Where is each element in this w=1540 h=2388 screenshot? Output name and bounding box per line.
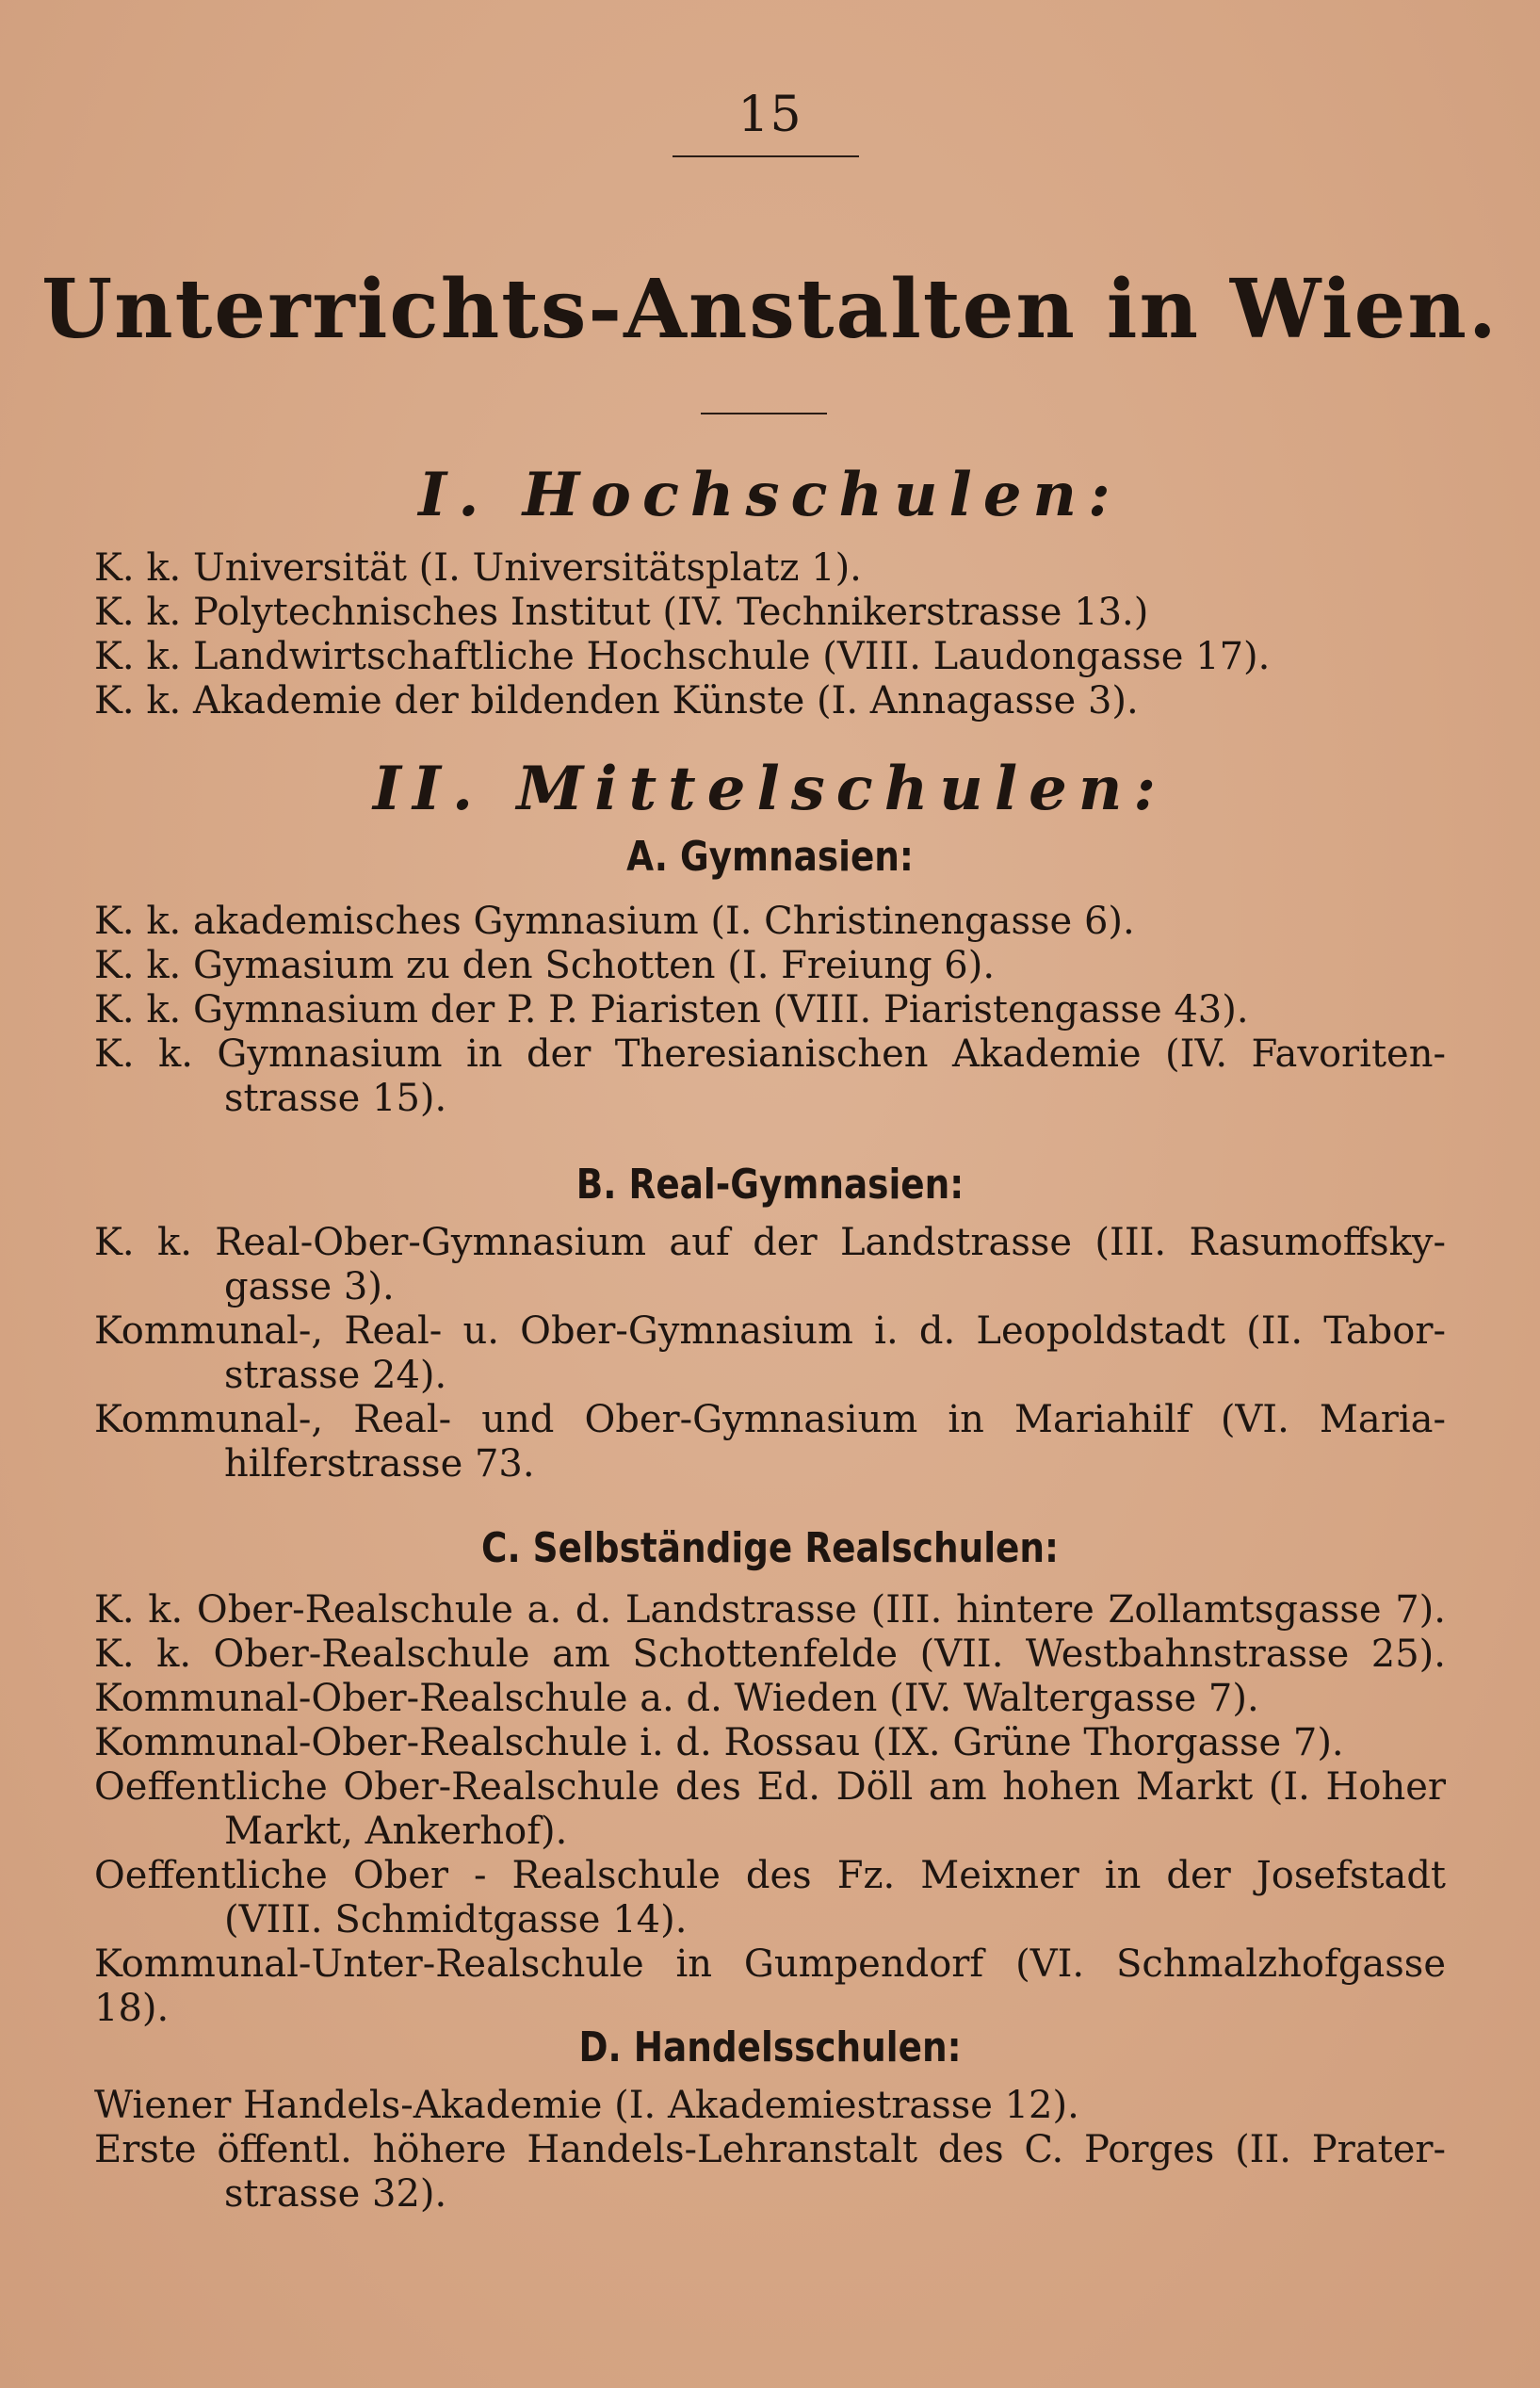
list-item: Kommunal-Unter-Realschule in Gumpendorf (VI. Schmalzhofgasse 18). xyxy=(94,1942,1446,2030)
list-item: K. k. Gymasium zu den Schotten (I. Freiung 6). xyxy=(94,944,996,987)
title-rule xyxy=(701,413,827,414)
list-item: K. k. Gymnasium in der Theresianischen Akademie (IV. Favoriten- strasse 15). xyxy=(94,1032,1446,1120)
section-heading-mittelschulen: II. Mittelschulen: xyxy=(373,754,1167,824)
list-item: K. k. Ober-Realschule a. d. Landstrasse (III. hintere Zollamtsgasse 7). xyxy=(94,1588,1446,1632)
list-item: Kommunal-Ober-Realschule a. d. Wieden (IV. Waltergasse 7). xyxy=(94,1677,1259,1720)
list-item: K. k. Landwirtschaftliche Hochschule (VIII. Laudongasse 17). xyxy=(94,635,1271,678)
page-number-rule xyxy=(673,155,859,157)
list-item: Wiener Handels-Akademie (I. Akademiestrasse 12). xyxy=(94,2084,1079,2127)
list-item: K. k. Gymnasium der P. P. Piaristen (VIII. Piaristengasse 43). xyxy=(94,988,1249,1032)
subsection-heading-real-gymnasien: B. Real-Gymnasien: xyxy=(575,1161,965,1209)
list-item: Kommunal-, Real- u. Ober-Gymnasium i. d. Leopoldstadt (II. Tabor- strasse 24). xyxy=(94,1309,1446,1397)
list-item: K. k. Universität (I. Universitätsplatz 1). xyxy=(94,546,862,590)
list-item: K. k. Akademie der bildenden Künste (I. Annagasse 3). xyxy=(94,679,1139,723)
list-item: K. k. akademisches Gymnasium (I. Christinengasse 6). xyxy=(94,900,1135,943)
subsection-heading-realschulen: C. Selbständige Realschulen: xyxy=(480,1524,1059,1572)
subsection-heading-gymnasien: A. Gymnasien: xyxy=(626,833,914,881)
list-item: Oeffentliche Ober - Realschule des Fz. Meixner in der Josefstadt (VIII. Schmidtgasse 14). xyxy=(94,1854,1446,1941)
list-item: Kommunal-, Real- und Ober-Gymnasium in Mariahilf (VI. Maria- hilferstrasse 73. xyxy=(94,1398,1446,1486)
page-number: 15 xyxy=(738,87,802,143)
list-item: K. k. Polytechnisches Institut (IV. Technikerstrasse 13.) xyxy=(94,591,1149,634)
list-item: K. k. Real-Ober-Gymnasium auf der Landstrasse (III. Rasumoffsky- gasse 3). xyxy=(94,1221,1446,1308)
subsection-heading-handelsschulen: D. Handelsschulen: xyxy=(578,2023,962,2071)
list-item: Oeffentliche Ober-Realschule des Ed. Döll am hohen Markt (I. Hoher Markt, Ankerhof). xyxy=(94,1765,1446,1853)
page-title: Unterrichts-Anstalten in Wien. xyxy=(41,262,1499,357)
list-item: K. k. Ober-Realschule am Schottenfelde (VII. Westbahnstrasse 25). xyxy=(94,1633,1446,1676)
section-heading-hochschulen: I. Hochschulen: xyxy=(418,460,1122,530)
list-item: Erste öffentl. höhere Handels-Lehranstalt des C. Porges (II. Prater- strasse 32). xyxy=(94,2128,1446,2216)
list-item: Kommunal-Ober-Realschule i. d. Rossau (IX. Grüne Thorgasse 7). xyxy=(94,1721,1344,1764)
